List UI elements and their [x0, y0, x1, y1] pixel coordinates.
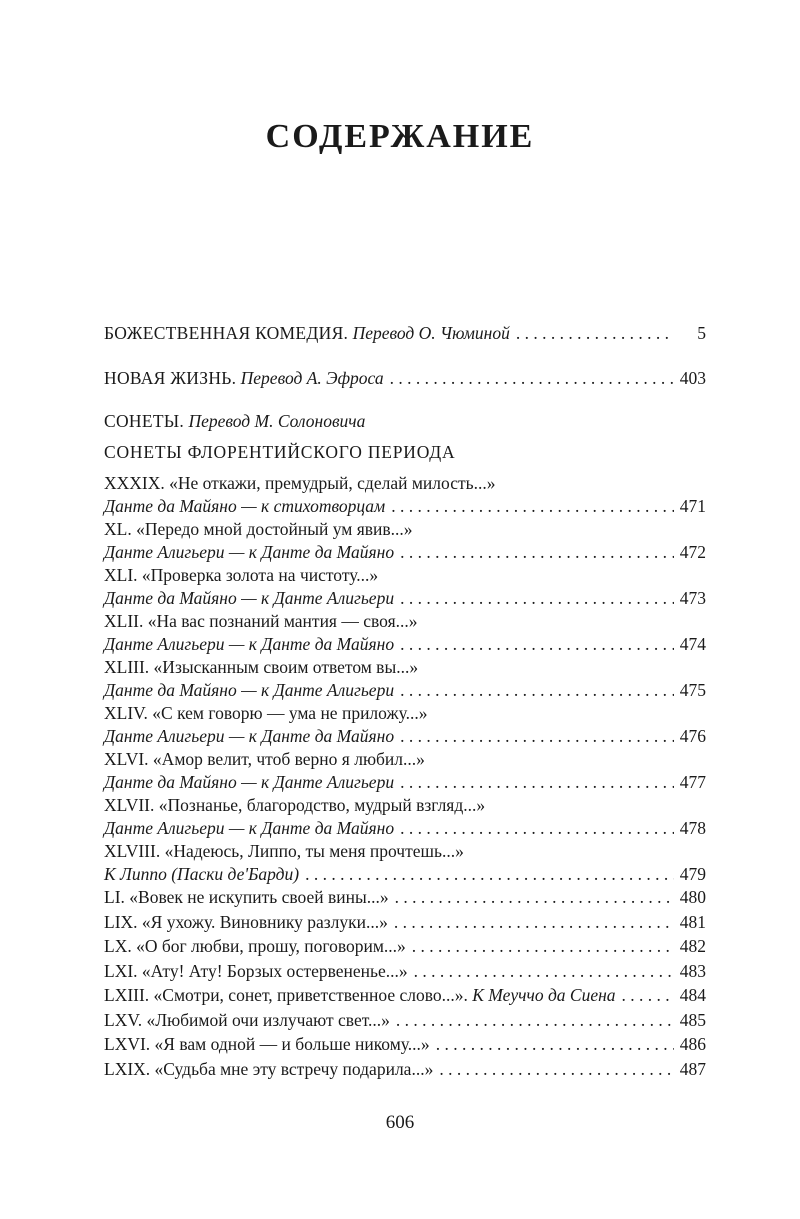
entry-page: 485 — [679, 1009, 706, 1030]
toc-entry-new-life[interactable] — [104, 367, 706, 390]
toc-entry[interactable] — [104, 748, 706, 794]
entry-page: 478 — [679, 818, 706, 838]
entry-line-1: XLIII. «Изысканным своим ответом вы...» — [104, 657, 419, 677]
entry-page: 476 — [679, 726, 706, 746]
entry-line-1: XLVIII. «Надеюсь, Липпо, ты меня прочтешь...» — [104, 841, 464, 861]
leader-dots — [400, 679, 674, 702]
leader-dots — [391, 495, 674, 518]
entry-page: 487 — [679, 1058, 706, 1079]
entry-page: 471 — [679, 496, 706, 516]
entry-text: LXVI. «Я вам одной — и больше никому...» — [104, 1034, 430, 1054]
toc-entry[interactable] — [104, 1033, 706, 1058]
entry-page: 472 — [679, 542, 706, 562]
entry-line-2: Данте Алигьери — к Данте да Майяно — [104, 818, 395, 838]
leader-dots — [436, 1033, 674, 1056]
subsection-title: СОНЕТЫ ФЛОРЕНТИЙСКОГО ПЕРИОДА — [104, 442, 456, 462]
entry-page: 481 — [679, 911, 706, 932]
toc-entry[interactable] — [104, 960, 706, 985]
toc-entry[interactable] — [104, 886, 706, 911]
entry-text: LI. «Вовек не искупить своей вины...» — [104, 887, 389, 907]
entry-line-1: XLI. «Проверка золота на чистоту...» — [104, 565, 379, 585]
toc-entry[interactable] — [104, 1058, 706, 1083]
toc-section-sonnets — [104, 410, 706, 433]
entry-page: 482 — [679, 936, 706, 956]
entry-page: 473 — [679, 588, 706, 608]
leader-dots — [414, 960, 674, 983]
entry-line-1: XLIV. «С кем говорю — ума не приложу...» — [104, 703, 428, 723]
entry-page: 475 — [679, 680, 706, 700]
entry-line-2: К Липпо (Паски де'Барди) — [104, 864, 300, 884]
leader-dots — [390, 367, 674, 390]
leader-dots — [395, 886, 674, 909]
entry-line-1: XL. «Передо мной достойный ум явив...» — [104, 519, 413, 539]
leader-dots — [400, 633, 674, 656]
entry-page: 403 — [679, 368, 706, 388]
toc-double-entries — [104, 472, 706, 886]
toc-entry[interactable] — [104, 935, 706, 960]
toc-entry[interactable] — [104, 984, 706, 1009]
entry-recipient: К Меуччо да Сиена — [472, 985, 616, 1005]
toc-entry[interactable] — [104, 518, 706, 564]
entry-page: 477 — [679, 772, 706, 792]
toc-entry[interactable] — [104, 656, 706, 702]
entry-line-2: Данте Алигьери — к Данте да Майяно — [104, 726, 395, 746]
section-translator: Перевод М. Солоновича — [188, 411, 366, 431]
leader-dots — [400, 541, 674, 564]
entry-text: LXIII. «Смотри, сонет, приветственное слово...». — [104, 985, 468, 1005]
entry-text: LXV. «Любимой очи излучают свет...» — [104, 1009, 390, 1030]
leader-dots — [396, 1009, 674, 1032]
entry-page: 479 — [679, 864, 706, 884]
entry-title: НОВАЯ ЖИЗНЬ. — [104, 368, 237, 388]
entry-text: LX. «О бог любви, прошу, поговорим...» — [104, 936, 406, 956]
entry-page: 5 — [697, 323, 706, 343]
page-number: 606 — [385, 1112, 415, 1133]
toc-entry-divine-comedy[interactable] — [104, 322, 706, 345]
entry-line-2: Данте да Майяно — к стихотворцам — [104, 496, 386, 516]
entry-title: БОЖЕСТВЕННАЯ КОМЕДИЯ. — [104, 323, 349, 343]
entry-line-2: Данте да Майяно — к Данте Алигьери — [104, 680, 395, 700]
page-title: СОДЕРЖАНИЕ — [265, 118, 535, 155]
entry-line-1: XXXIX. «Не откажи, премудрый, сделай милость...» — [104, 473, 496, 493]
toc-entry[interactable] — [104, 911, 706, 936]
toc-entry[interactable] — [104, 564, 706, 610]
entry-line-1: XLII. «На вас познаний мантия — своя...» — [104, 611, 418, 631]
leader-dots — [439, 1058, 673, 1081]
section-title: СОНЕТЫ. — [104, 411, 185, 431]
leader-dots — [412, 935, 674, 958]
leader-dots — [516, 322, 674, 345]
entry-line-2: Данте да Майяно — к Данте Алигьери — [104, 772, 395, 792]
leader-dots — [400, 725, 674, 748]
leader-dots — [400, 771, 674, 794]
leader-dots — [622, 984, 674, 1007]
entry-page: 484 — [679, 985, 706, 1005]
toc-single-entries — [104, 886, 706, 1082]
leader-dots — [394, 911, 674, 934]
toc-entry[interactable] — [104, 1009, 706, 1034]
toc-entry[interactable] — [104, 840, 706, 886]
entry-page: 483 — [679, 960, 706, 981]
toc-entry[interactable] — [104, 794, 706, 840]
entry-line-1: XLVI. «Амор велит, чтоб верно я любил...» — [104, 749, 425, 769]
leader-dots — [400, 817, 674, 840]
entry-line-2: Данте Алигьери — к Данте да Майяно — [104, 542, 395, 562]
entry-page: 474 — [679, 634, 706, 654]
toc-entry[interactable] — [104, 610, 706, 656]
toc-subsection-florentine — [104, 441, 706, 464]
leader-dots — [400, 587, 674, 610]
leader-dots — [305, 863, 674, 886]
entry-page: 480 — [679, 887, 706, 907]
entry-translator: Перевод А. Эфроса — [240, 368, 384, 388]
entry-translator: Перевод О. Чюминой — [352, 323, 510, 343]
entry-line-2: Данте Алигьери — к Данте да Майяно — [104, 634, 395, 654]
entry-line-2: Данте да Майяно — к Данте Алигьери — [104, 588, 395, 608]
toc-entry[interactable] — [104, 472, 706, 518]
entry-text: LXI. «Ату! Ату! Борзых остервененье...» — [104, 960, 408, 981]
toc-entry[interactable] — [104, 702, 706, 748]
entry-text: LXIX. «Судьба мне эту встречу подарила...» — [104, 1058, 434, 1079]
entry-page: 486 — [679, 1034, 706, 1054]
entry-line-1: XLVII. «Познанье, благородство, мудрый взгляд...» — [104, 795, 486, 815]
entry-text: LIX. «Я ухожу. Виновнику разлуки...» — [104, 911, 388, 932]
